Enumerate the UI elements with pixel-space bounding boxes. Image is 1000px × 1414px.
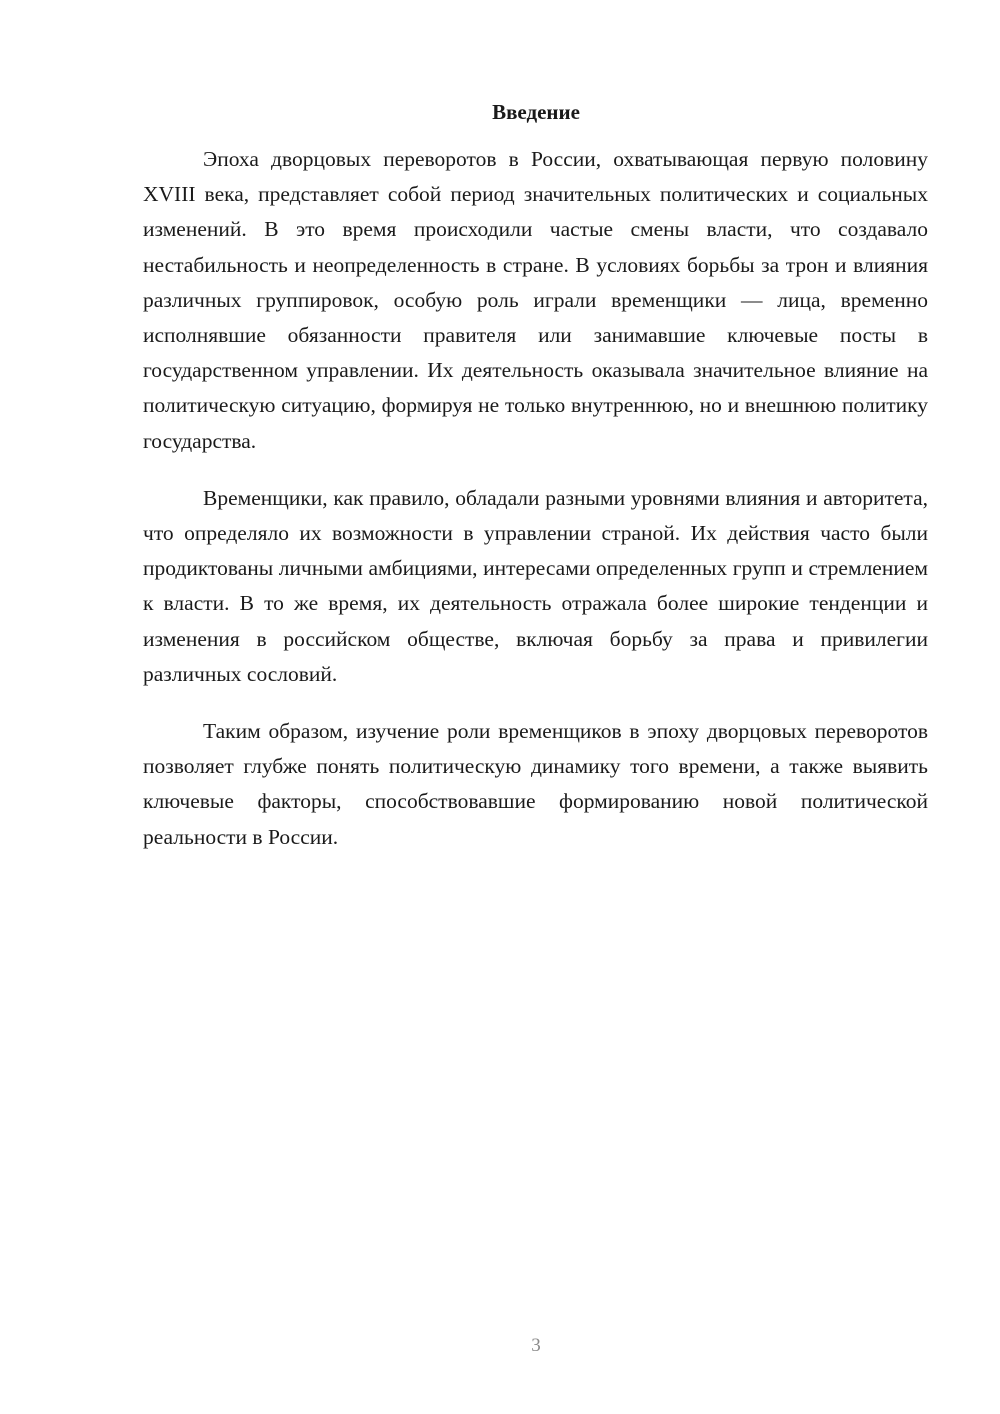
section-heading: Введение xyxy=(492,100,580,124)
paragraph-3: Таким образом, изучение роли временщиков в эпоху дворцовых переворотов позволяет глубже понять политическую динамику того времени, а также выявить ключевые факторы, способствовавшие формированию новой политической реальности в России. xyxy=(143,719,928,849)
document-body xyxy=(143,142,928,877)
page-number: 3 xyxy=(531,1335,541,1356)
paragraph-1: Эпоха дворцовых переворотов в России, охватывающая первую половину XVIII века, представляет собой период значительных политических и социальных изменений. В это время происходили частые смены власти, что создавало нестабильность и неопределенность в стране. В условиях борьбы за трон и влияния различных группировок, особую роль играли временщики — лица, временно исполнявшие обязанности правителя или занимавшие ключевые посты в государственном управлении. Их деятельность оказывала значительное влияние на политическую ситуацию, формируя не только внутреннюю, но и внешнюю политику государства. xyxy=(143,147,928,453)
paragraph-2: Временщики, как правило, обладали разными уровнями влияния и авторитета, что определяло их возможности в управлении страной. Их действия часто были продиктованы личными амбициями, интересами определенных групп и стремлением к власти. В то же время, их деятельность отражала более широкие тенденции и изменения в российском обществе, включая борьбу за права и привилегии различных сословий. xyxy=(143,485,928,686)
